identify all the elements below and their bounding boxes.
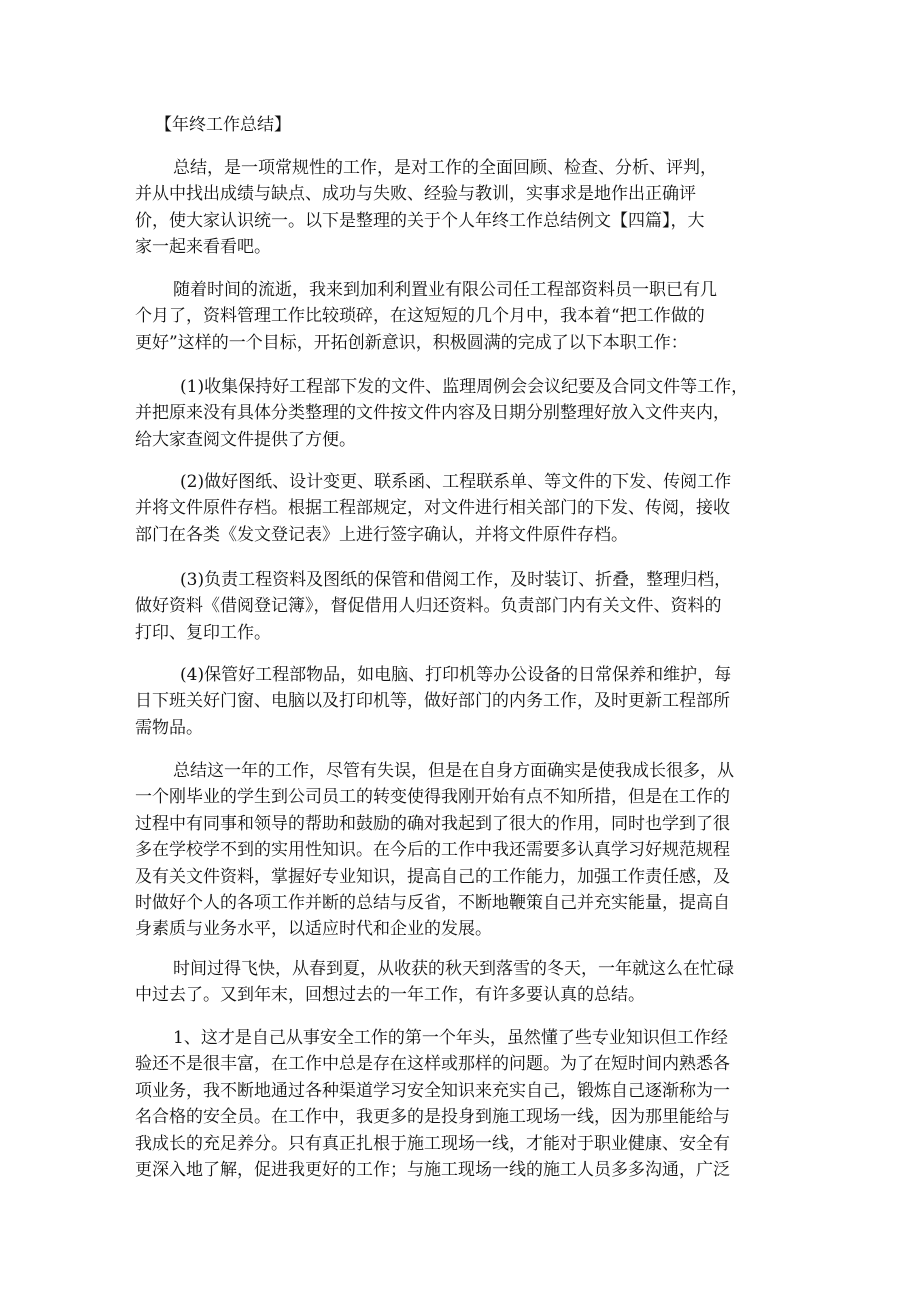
paragraph-line: 随着时间的流逝，我来到加利利置业有限公司任工程部资料员一职已有几 bbox=[173, 280, 717, 300]
paragraph-line: (4)保管好工程部物品，如电脑、打印机等办公设备的日常保养和维护，每 bbox=[180, 665, 732, 685]
paragraph-item-2 bbox=[135, 469, 785, 548]
paragraph-safety bbox=[135, 1025, 785, 1183]
paragraph-line: 我成长的充足养分。只有真正扎根于施工现场一线，才能对于职业健康、安全有 bbox=[135, 1133, 730, 1154]
paragraph-line: 及有关文件资料，掌握好专业知识，提高自己的工作能力，加强工作责任感，及 bbox=[135, 866, 730, 887]
paragraph-line: 身素质与业务水平，以适应时代和企业的发展。 bbox=[135, 919, 492, 940]
paragraph-line: 并从中找出成绩与缺点、成功与失败、经验与教训，实事求是地作出正确评 bbox=[135, 184, 696, 205]
paragraph-line: 更深入地了解，促进我更好的工作；与施工现场一线的施工人员多多沟通，广泛 bbox=[135, 1159, 730, 1180]
paragraph-line: 并将文件原件存档。根据工程部规定，对文件进行相关部门的下发、传阅，接收 bbox=[135, 498, 730, 519]
paragraph-line: 1、这才是自己从事安全工作的第一个年头，虽然懂了些专业知识但工作经 bbox=[173, 1028, 728, 1048]
document-title: 【年终工作总结】 bbox=[155, 115, 291, 135]
paragraph-line: (2)做好图纸、设计变更、联系函、工程联系单、等文件的下发、传阅工作 bbox=[180, 472, 732, 492]
paragraph-line: 个月了，资料管理工作比较琐碎，在这短短的几个月中，我本着“把工作做的 bbox=[135, 306, 705, 327]
paragraph-intro bbox=[135, 155, 785, 261]
paragraph-line: 并把原来没有具体分类整理的文件按文件内容及日期分别整理好放入文件夹内， bbox=[135, 403, 730, 424]
paragraph-item-4 bbox=[135, 662, 785, 741]
paragraph-line: 名合格的安全员。在工作中，我更多的是投身到施工现场一线，因为那里能给与 bbox=[135, 1107, 730, 1128]
paragraph-summary bbox=[135, 758, 785, 943]
paragraph-intro-work bbox=[135, 277, 785, 356]
paragraph-line: 做好资料《借阅登记簿》，督促借用人归还资料。负责部门内有关文件、资料的 bbox=[135, 596, 722, 617]
paragraph-item-1 bbox=[135, 374, 785, 453]
paragraph-line: 家一起来看看吧。 bbox=[135, 237, 271, 258]
paragraph-line: 给大家查阅文件提供了方便。 bbox=[135, 429, 356, 450]
paragraph-line: 价，使大家认识统一。以下是整理的关于个人年终工作总结例文【四篇】，大 bbox=[135, 210, 705, 231]
paragraph-line: (1)收集保持好工程部下发的文件、监理周例会会议纪要及合同文件等工作， bbox=[180, 377, 749, 397]
paragraph-item-3 bbox=[135, 567, 785, 646]
paragraph-line: 项业务，我不断地通过各种渠道学习安全知识来充实自己，锻炼自己逐渐称为一 bbox=[135, 1080, 730, 1101]
paragraph-line: 一个刚毕业的学生到公司员工的转变使得我刚开始有点不知所措，但是在工作的 bbox=[135, 787, 730, 808]
paragraph-line: 总结，是一项常规性的工作，是对工作的全面回顾、检查、分析、评判， bbox=[173, 158, 717, 178]
paragraph-line: 日下班关好门窗、电脑以及打印机等，做好部门的内务工作，及时更新工程部所 bbox=[135, 691, 730, 712]
paragraph-line: (3)负责工程资料及图纸的保管和借阅工作，及时装订、折叠，整理归档， bbox=[180, 570, 732, 590]
paragraph-line: 多在学校学不到的实用性知识。在今后的工作中我还需要多认真学习好规范规程 bbox=[135, 840, 730, 861]
paragraph-line: 中过去了。又到年末，回想过去的一年工作，有许多要认真的总结。 bbox=[135, 985, 645, 1006]
paragraph-line: 时做好个人的各项工作并断的总结与反省，不断地鞭策自己并充实能量，提高自 bbox=[135, 892, 730, 913]
paragraph-line: 部门在各类《发文登记表》上进行签字确认，并将文件原件存档。 bbox=[135, 524, 628, 545]
paragraph-line: 过程中有同事和领导的帮助和鼓励的确对我起到了很大的作用，同时也学到了很 bbox=[135, 813, 730, 834]
paragraph-line: 时间过得飞快，从春到夏，从收获的秋天到落雪的冬天，一年就这么在忙碌 bbox=[173, 959, 734, 979]
paragraph-line: 需物品。 bbox=[135, 717, 203, 738]
paragraph-line: 验还不是很丰富，在工作中总是存在这样或那样的问题。为了在短时间内熟悉各 bbox=[135, 1054, 730, 1075]
paragraph-line: 更好”这样的一个目标，开拓创新意识，积极圆满的完成了以下本职工作： bbox=[135, 332, 688, 353]
paragraph-line: 打印、复印工作。 bbox=[135, 622, 271, 643]
paragraph-line: 总结这一年的工作，尽管有失误，但是在自身方面确实是使我成长很多，从 bbox=[173, 761, 734, 781]
paragraph-time bbox=[135, 956, 785, 1009]
